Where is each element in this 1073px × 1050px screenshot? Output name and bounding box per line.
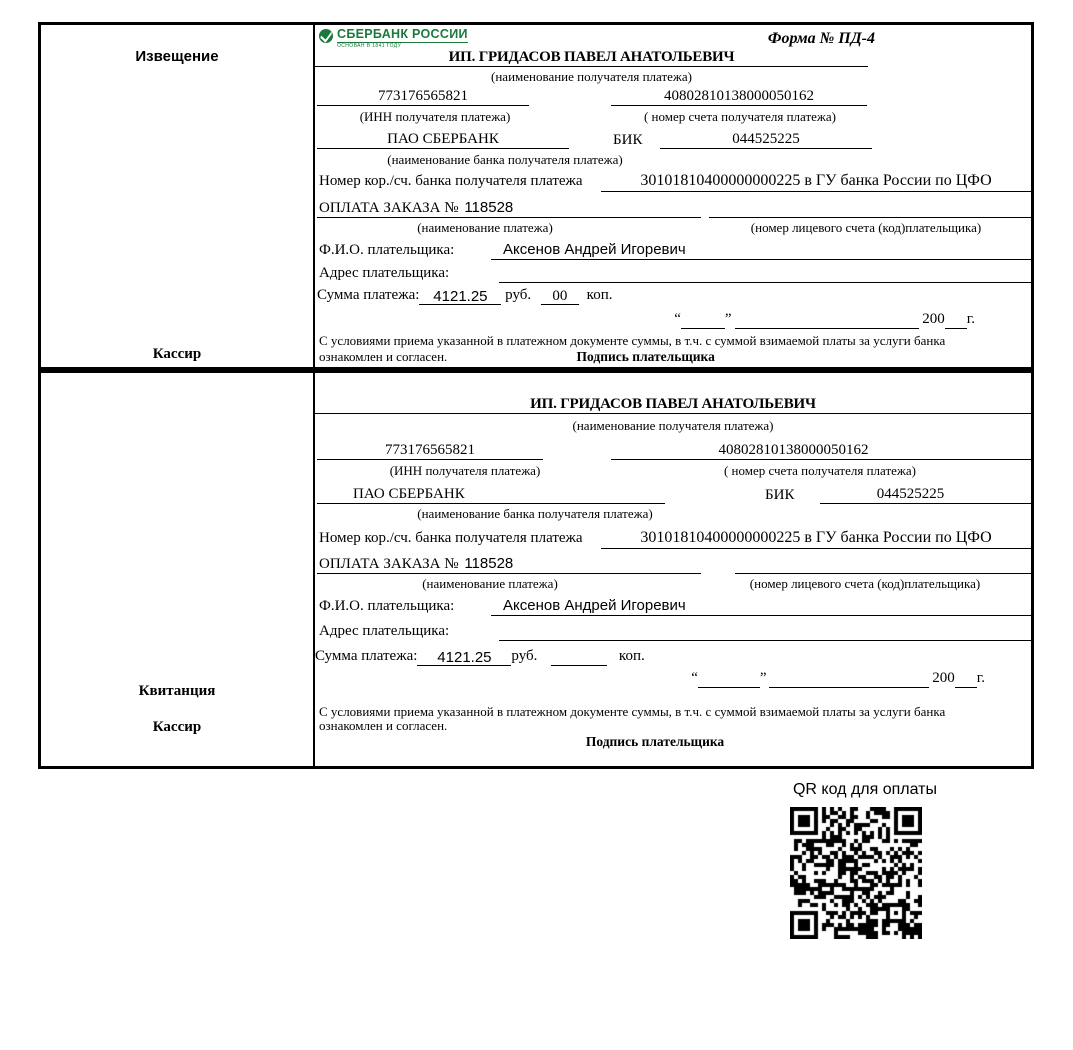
payment-purpose-label: ОПЛАТА ЗАКАЗА № <box>319 200 459 216</box>
sberbank-logo-text: СБЕРБАНК РОССИИ <box>337 27 468 41</box>
rub-label: руб. <box>511 648 538 664</box>
agreement-line2: ознакомлен и согласен. <box>319 718 448 733</box>
sberbank-logo-subtext: ОСНОВАН В 1841 ГОДУ <box>337 43 402 49</box>
date-line <box>674 310 975 329</box>
inn-caption: (ИНН получателя платежа) <box>389 463 541 478</box>
kop-label: коп. <box>586 287 613 303</box>
quote-open: “ <box>674 311 681 327</box>
kop-label: коп. <box>618 648 645 664</box>
korschet-label: Номер кор./сч. банка получателя платежа <box>319 173 583 189</box>
agreement-line2-text: ознакомлен и согласен. <box>319 349 448 364</box>
bik-value: 044525225 <box>820 485 1031 504</box>
payment-purpose-label: ОПЛАТА ЗАКАЗА № <box>319 556 459 572</box>
sberbank-logo <box>319 28 468 49</box>
bank-caption: (наименование банка получателя платежа) <box>417 506 653 521</box>
kopeck-field <box>551 648 607 666</box>
address-field <box>499 621 1031 641</box>
payer-code-caption: (номер лицевого счета (код)плательщика) <box>750 220 982 235</box>
amount-label: Сумма платежа: <box>317 287 420 303</box>
recipient-caption: (наименование получателя платежа) <box>572 418 774 433</box>
year-prefix: 200 <box>932 670 955 686</box>
korschet-value: 30101810400000000225 в ГУ банка России по ЦФО <box>601 527 1031 549</box>
payment-purpose <box>317 554 701 574</box>
signature-label: Подпись плательщика <box>576 349 715 364</box>
quote-open: “ <box>691 670 698 686</box>
date-line <box>691 669 985 688</box>
bank-name-value: ПАО СБЕРБАНК <box>317 485 665 504</box>
fio-label: Ф.И.О. плательщика: <box>319 598 455 614</box>
qr-caption: QR код для оплаты <box>792 781 937 798</box>
bik-label: БИК <box>613 132 643 148</box>
address-label: Адрес плательщика: <box>319 265 450 281</box>
inn-value: 773176565821 <box>317 87 529 106</box>
payer-name-text: Аксенов Андрей Игоревич <box>503 597 686 614</box>
year-field <box>955 670 977 688</box>
amount-row <box>317 286 612 305</box>
cashier-label: Кассир <box>152 719 202 735</box>
rub-label: руб. <box>505 287 532 303</box>
agreement-line2 <box>319 349 715 365</box>
amount-value: 4121.25 <box>417 648 511 666</box>
payment-caption: (наименование платежа) <box>417 220 553 235</box>
forma-label: Форма № ПД-4 <box>767 30 875 47</box>
receipt-form-area <box>315 373 1031 766</box>
recipient-caption: (наименование получателя платежа) <box>491 69 692 84</box>
cashier-label: Кассир <box>152 346 202 362</box>
korschet-value: 30101810400000000225 в ГУ банка России по ЦФО <box>601 170 1031 192</box>
inn-value: 773176565821 <box>317 441 543 460</box>
month-field <box>735 311 919 329</box>
payer-code-field <box>735 554 1031 574</box>
year-field <box>945 311 967 329</box>
receipt-section <box>38 370 1034 769</box>
signature-label: Подпись плательщика <box>585 734 725 749</box>
kopeck-value: 00 <box>541 287 579 305</box>
payer-code-field <box>709 198 1031 218</box>
recipient-name: ИП. ГРИДАСОВ ПАВЕЛ АНАТОЛЬЕВИЧ <box>315 48 868 67</box>
bik-label: БИК <box>765 487 795 503</box>
payment-caption: (наименование платежа) <box>422 576 558 591</box>
payer-name-value <box>491 240 1031 260</box>
address-label: Адрес плательщика: <box>319 623 450 639</box>
year-prefix: 200 <box>922 311 945 327</box>
address-field <box>499 263 1031 283</box>
year-suffix: г. <box>976 670 985 686</box>
qr-code <box>790 807 922 939</box>
payer-name-value <box>491 596 1031 616</box>
day-field <box>681 311 725 329</box>
year-suffix: г. <box>966 311 975 327</box>
day-field <box>698 670 760 688</box>
recipient-name: ИП. ГРИДАСОВ ПАВЕЛ АНАТОЛЬЕВИЧ <box>315 395 1031 414</box>
quote-close: ” <box>724 311 732 327</box>
quote-close: ” <box>759 670 767 686</box>
bank-name-value: ПАО СБЕРБАНК <box>317 130 569 149</box>
korschet-label: Номер кор./сч. банка получателя платежа <box>319 530 583 546</box>
payer-code-caption: (номер лицевого счета (код)плательщика) <box>749 576 981 591</box>
order-number: 118528 <box>464 555 514 572</box>
payer-name-text: Аксенов Андрей Игоревич <box>503 241 686 258</box>
order-number: 118528 <box>464 199 514 216</box>
bik-value: 044525225 <box>660 130 872 149</box>
bank-caption: (наименование банка получателя платежа) <box>387 152 623 167</box>
account-caption: ( номер счета получателя платежа) <box>723 463 917 478</box>
sberbank-logo-icon <box>319 29 333 48</box>
account-caption: ( номер счета получателя платежа) <box>643 109 837 124</box>
notice-form-area <box>315 25 1031 367</box>
fio-label: Ф.И.О. плательщика: <box>319 242 455 258</box>
month-field <box>769 670 929 688</box>
receipt-left-column <box>41 373 315 766</box>
amount-row <box>315 647 645 666</box>
section-label-notice: Извещение <box>135 48 219 65</box>
notice-left-column <box>41 25 315 367</box>
payment-purpose <box>317 198 701 218</box>
notice-section <box>38 22 1034 370</box>
amount-value: 4121.25 <box>419 287 501 305</box>
agreement-line1: С условиями приема указанной в платежном документе суммы, в т.ч. с суммой взимаемой платы за услуги банка <box>319 333 946 348</box>
account-value: 40802810138000050162 <box>611 441 1031 460</box>
account-value: 40802810138000050162 <box>611 87 867 106</box>
agreement-line1: С условиями приема указанной в платежном документе суммы, в т.ч. с суммой взимаемой платы за услуги банка <box>319 704 946 719</box>
inn-caption: (ИНН получателя платежа) <box>359 109 511 124</box>
section-label-receipt: Квитанция <box>138 683 216 699</box>
amount-label: Сумма платежа: <box>315 648 418 664</box>
